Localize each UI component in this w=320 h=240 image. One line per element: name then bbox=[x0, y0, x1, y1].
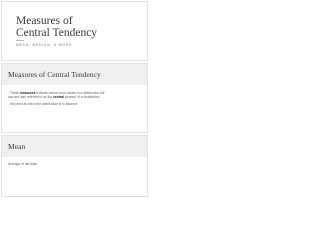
slide-1-title-text bbox=[16, 15, 126, 39]
bullet-item bbox=[8, 102, 144, 106]
slide-2-title: Measures of Central Tendency bbox=[8, 70, 101, 79]
bullet-bold: central bbox=[53, 95, 64, 100]
accent-divider bbox=[16, 40, 24, 41]
bullet-item bbox=[8, 91, 144, 100]
title-line-1: Measures of bbox=[16, 15, 73, 27]
bullet-text: - These bbox=[8, 91, 21, 95]
bullet-text: location of a distribution bbox=[63, 95, 100, 100]
slide-1-title[interactable] bbox=[2, 2, 147, 60]
slide-2-measures[interactable] bbox=[2, 64, 147, 132]
bullet-text: and are also referred to as the bbox=[8, 95, 54, 100]
slide-1-subtitle: MEAN, MEDIAN, & MODE bbox=[16, 43, 73, 47]
bullet-bold: measures bbox=[20, 91, 36, 95]
bullet-text: indicate where most values in a distribution fall bbox=[35, 91, 105, 95]
slide-3-mean[interactable] bbox=[2, 136, 147, 196]
bullet-text: - the point at which the distribution is in balance bbox=[8, 101, 78, 106]
slide-3-title: Mean bbox=[8, 142, 26, 151]
slide-3-bullet: Average of the data bbox=[8, 162, 37, 166]
title-line-2: Central Tendency bbox=[16, 27, 98, 39]
slide-2-bullet-list bbox=[8, 91, 144, 108]
